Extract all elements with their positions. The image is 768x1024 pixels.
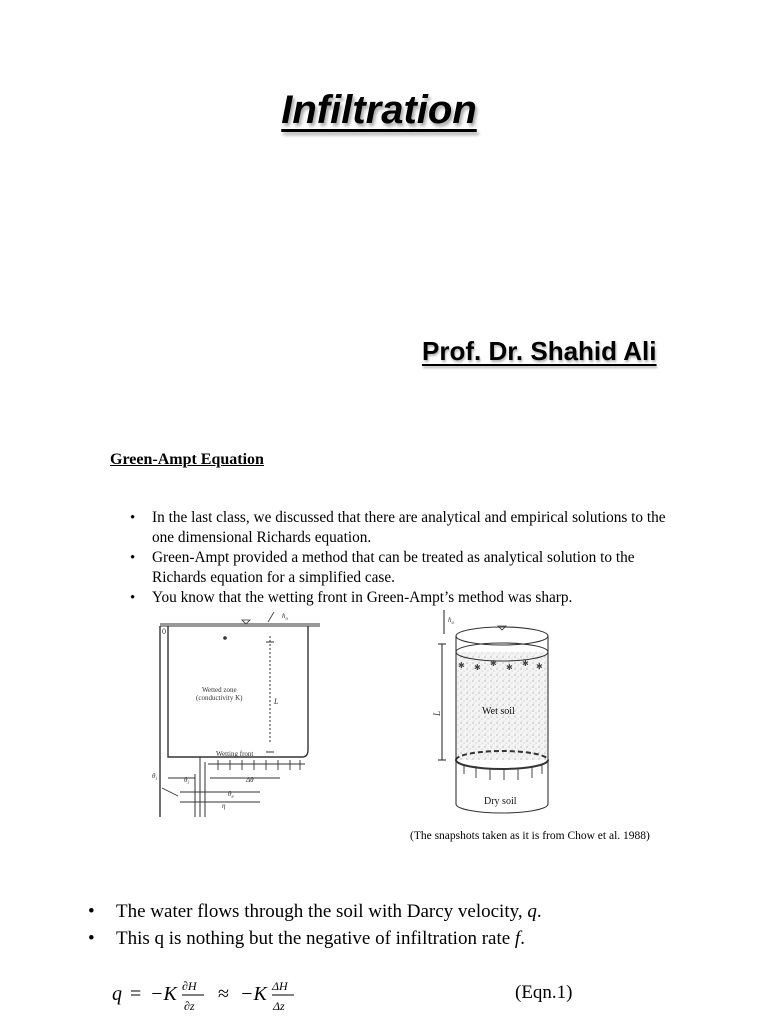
- wetting-front-label: Wetting front: [216, 750, 254, 758]
- darcy-equation: [112, 968, 702, 1018]
- svg-text:✱: ✱: [522, 659, 529, 668]
- eq-minus-k: −K: [150, 983, 177, 1005]
- svg-text:✱: ✱: [506, 663, 513, 672]
- intro-bullet: • You know that the wetting front in Green-Ampt’s method was sharp.: [130, 588, 670, 608]
- flow-bullet-list: [88, 898, 688, 952]
- theta-e-label: $\theta_e$: [228, 790, 234, 800]
- section-heading: Green-Ampt Equation: [110, 451, 264, 468]
- eq-Dz: Δz: [273, 999, 285, 1013]
- intro-bullet-list: [130, 508, 670, 608]
- wet-soil-label: Wet soil: [482, 706, 515, 717]
- column-depth-label: L: [432, 710, 442, 716]
- flow-bullet: • The water flows through the soil with Darcy velocity, q.: [88, 898, 688, 925]
- eq-equals: =: [130, 983, 142, 1005]
- figure-caption: (The snapshots taken as it is from Chow et al. 1988): [410, 830, 650, 842]
- dry-soil-label: Dry soil: [484, 796, 517, 807]
- svg-text:✱: ✱: [490, 659, 497, 668]
- eq-dH: ∂H: [182, 979, 197, 993]
- column-ponding-label: $h_o$: [448, 616, 454, 626]
- intro-bullet: • Green-Ampt provided a method that can be treated as analytical solution to the Richards equation for a simplified case.: [130, 548, 670, 588]
- flow-bullet: • This q is nothing but the negative of infiltration rate f.: [88, 925, 688, 952]
- eq-dz: ∂z: [184, 999, 195, 1013]
- wetted-zone-conductivity-label: (conductivity K): [196, 694, 243, 702]
- svg-text:✱: ✱: [536, 662, 543, 671]
- origin-label: 0: [162, 627, 166, 636]
- svg-text:✱: ✱: [474, 663, 481, 672]
- svg-text:✱: ✱: [458, 661, 465, 670]
- theta-i-label: $\theta_i$: [184, 776, 189, 786]
- soil-column-diagram: [432, 608, 556, 823]
- author-name: Prof. Dr. Shahid Ali: [422, 336, 657, 366]
- depth-label: L: [274, 697, 279, 706]
- ponding-label: $h_o$: [282, 612, 288, 622]
- page-title: Infiltration: [281, 88, 477, 132]
- intro-bullet: • In the last class, we discussed that there are analytical and empirical solutions to the one dimensional Richards equation.: [130, 508, 670, 548]
- eq-lhs: q: [112, 983, 122, 1005]
- eq-minus-k-2: −K: [240, 983, 267, 1005]
- wetted-zone-label: Wetted zone: [202, 686, 237, 694]
- eq-approx: ≈: [218, 983, 229, 1005]
- eta-label: η: [222, 802, 226, 810]
- green-ampt-profile-diagram: [150, 612, 330, 822]
- delta-theta-label: Δθ: [246, 776, 254, 784]
- eq-DH: ΔH: [272, 979, 288, 993]
- equation-label: (Eqn.1): [515, 982, 573, 1003]
- theta-i-label-left: $\theta_i$: [152, 772, 157, 782]
